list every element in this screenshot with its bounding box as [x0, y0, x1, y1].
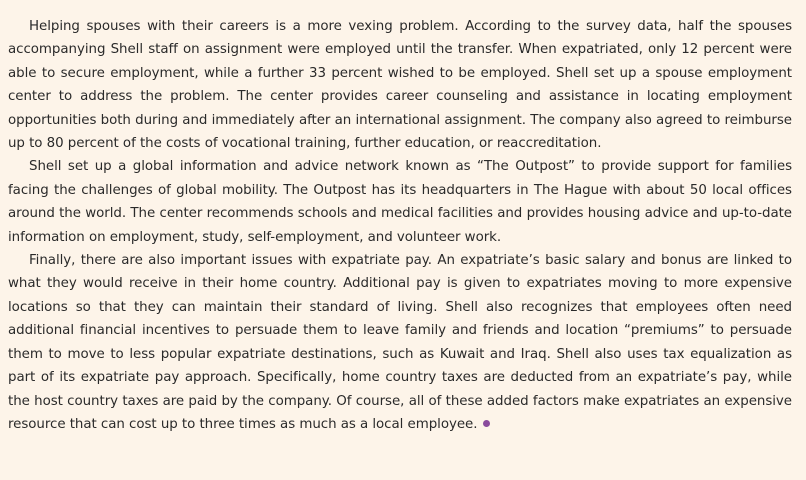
end-of-section-bullet-icon [483, 420, 490, 427]
paragraph-expatriate-pay [8, 249, 792, 436]
paragraph-spouse-careers: Helping spouses with their careers is a more vexing problem. According to the survey data, half the spouses accompanying Shell staff on assignment were employed until the transfer. When expatriated, only 12 percent were able to secure employment, while a further 33 percent wished to be employed. Shell set up a spouse employment center to address the problem. The center provides career counseling and assistance in locating employment opportunities both during and immediately after an international assignment. The company also agreed to reimburse up to 80 percent of the costs of vocational training, further education, or reaccreditation. [8, 19, 792, 152]
paragraph-the-outpost: Shell set up a global information and advice network known as “The Outpost” to provide support for families facing the challenges of global mobility. The Outpost has its headquarters in The Hague with about 50 local offices around the world. The center recommends schools and medical facilities and provides housing advice and up-to-date information on employment, study, self-employment, and volunteer work. [8, 159, 792, 245]
paragraph-expatriate-pay-text: Finally, there are also important issues with expatriate pay. An expatriate’s basic salary and bonus are linked to what they would receive in their home country. Additional pay is given to expatriates moving to more expensive locations so that they can maintain their standard of living. Shell also recognizes that employees often need additional financial incentives to persuade them to leave family and friends and location “premiums” to persuade them to move to less popular expatriate destinations, such as Kuwait and Iraq. Shell also uses tax equalization as part of its expatriate pay approach. Specifically, home country taxes are deducted from an expatriate’s pay, while the host country taxes are paid by the company. Of course, all of these added factors make expatriates an expensive resource that can cost up to three times as much as a local employee. [8, 253, 792, 432]
